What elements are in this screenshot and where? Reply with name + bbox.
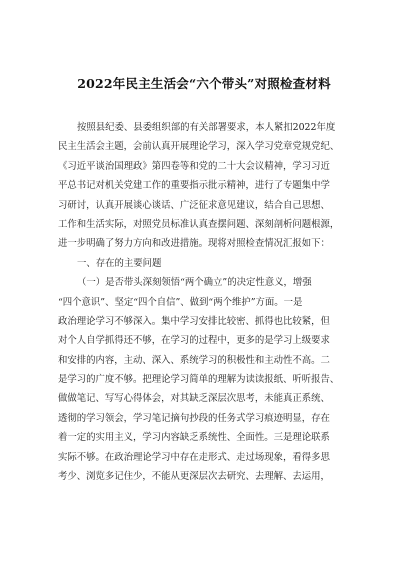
paragraph-line: 和安排的内容，主动、深入、系统学习的积极性和主动性不高。二 — [58, 354, 330, 366]
paragraph-line: 政治理论学习不够深入。集中学习安排比较密、抓得也比较紧，但 — [58, 315, 330, 327]
document-body — [58, 118, 358, 486]
paragraph-line: 按照县纪委、县委组织部的有关部署要求，本人紧扣2022年度 — [77, 122, 336, 133]
paragraph-line: 进一步明确了努力方向和改进措施。现将对照检查情况汇报如下： — [58, 238, 330, 250]
paragraph-line: 做做笔记、写写心得体会，对其缺乏深层次思考，未能真正系统、 — [58, 393, 330, 405]
paragraph-line: （一）是否带头深刻领悟“两个确立”的决定性意义，增强 — [77, 277, 312, 289]
section-heading: 一、存在的主要问题 — [77, 257, 162, 269]
paragraph-line: “四个意识”、坚定“四个自信”、做到“两个维护”方面。一是 — [58, 296, 303, 308]
paragraph-line: 习研讨，认真开展谈心谈话、广泛征求意见建议，结合自己思想、 — [58, 199, 330, 211]
paragraph-line: 民主生活会主题，会前认真开展理论学习，深入学习党章党规党纪、 — [58, 141, 340, 153]
paragraph-line: 《习近平谈治国理政》第四卷等和党的二十大会议精神，学习习近 — [58, 160, 330, 172]
paragraph-line: 对个人自学抓得还不够，在学习的过程中，更多的是学习上级要求 — [58, 335, 330, 347]
paragraph-line: 工作和生活实际，对照党员标准认真查摆问题、深刻剖析问题根源， — [58, 218, 340, 230]
paragraph-line: 着一定的实用主义，学习内容缺乏系统性、全面性。三是理论联系 — [58, 432, 330, 444]
paragraph-line: 是学习的广度不够。把理论学习简单的理解为读读报纸、听听报告、 — [58, 374, 340, 386]
document-title: 2022年民主生活会“六个带头”对照检查材料 — [77, 76, 331, 91]
paragraph-line: 平总书记对机关党建工作的重要指示批示精神，进行了专题集中学 — [58, 180, 330, 192]
paragraph-line: 透彻的学习领会，学习笔记摘句抄段的任务式学习痕迹明显，存在 — [58, 412, 330, 424]
paragraph-line: 考少、浏览多记住少，不能从更深层次去研究、去理解、去运用， — [58, 471, 330, 483]
paragraph-line: 实际不够。在政治理论学习中存在走形式、走过场现象，看得多思 — [58, 451, 330, 463]
